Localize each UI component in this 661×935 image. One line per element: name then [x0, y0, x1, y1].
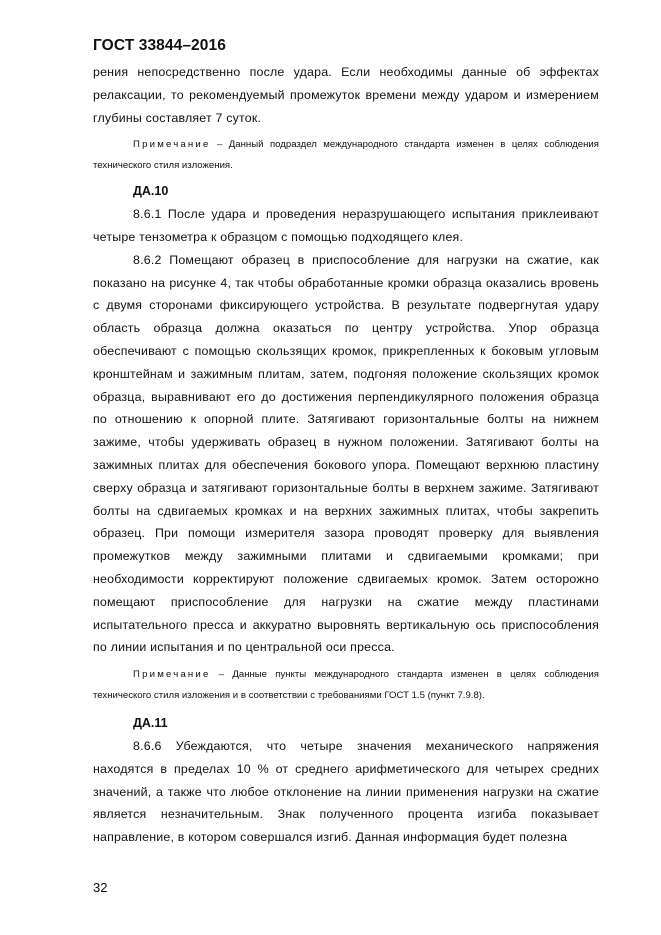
- heading-da11: ДА.11: [133, 716, 168, 731]
- note-2: [93, 664, 599, 706]
- paragraph-8-6-1: 8.6.1 После удара и проведения неразрушающего испытания приклеивают четыре тензометра к образцом с помощью подходящего клея.: [93, 207, 599, 244]
- heading-da10: ДА.10: [133, 184, 169, 199]
- standard-header: ГОСТ 33844–2016: [93, 37, 226, 54]
- paragraph-8-6-6: 8.6.6 Убеждаются, что четыре значения механического напряжения находятся в пределах 10 % от среднего арифметического для четырех средних значений, а также что любое отклонение на линии применения нагрузки на сжатие является незначительным. Знак полученного процента изгиба показывает направление, в котором совершался изгиб. Данная информация будет полезна: [93, 738, 599, 845]
- page-content: [93, 61, 599, 849]
- note-1-text: – Данный подраздел международного стандарта изменен в целях соблюдения технического стиля изложения.: [93, 139, 599, 172]
- page-number: 32: [93, 880, 108, 895]
- note-1-label: Примечание: [133, 139, 211, 151]
- note-2-text: – Данные пункты международного стандарта изменен в целях соблюдения технического стиля изложения и в соответствии с требованиями ГОСТ 1.5 (пункт 7.9.8).: [93, 669, 599, 702]
- intro-paragraph: рения непосредственно после удара. Если необходимы данные об эффектах релаксации, то рекомендуемый промежуток времени между ударом и измерением глубины составляет 7 суток.: [93, 65, 599, 125]
- paragraph-8-6-2: 8.6.2 Помещают образец в приспособление для нагрузки на сжатие, как показано на рисунке 4, так чтобы обработанные кромки образца оказались вровень с двумя сторонами фиксирующего устройства. В результате подвергнутая удару область образца должна оказаться по центру устройства. Упор образца обеспечивают с помощью скользящих кромок, прикрепленных к боковым угловым кронштейнам и зажимным плитам, затем, подгоняя положение скользящих кромок образца, выравнивают его до достижения перпендикулярного положения образца по отношению к опорной плите. Затягивают горизонтальные болты на нижнем зажиме, чтобы удерживать образец в нужном положении. Затягивают болты на зажимных плитах для обеспечения бокового упора. Помещают верхнюю пластину сверху образца и затягивают горизонтальные болты в верхнем зажиме. Затягивают болты на сдвигаемых кромках и на верхних зажимных плитах, чтобы закрепить образец. При помощи измерителя зазора проводят проверку для выявления промежутков между зажимными плитами и сдвигаемыми кромками; при необходимости корректируют положение сдвигаемых кромок. Затем осторожно помещают приспособление для нагрузки на сжатие между пластинами испытательного пресса и аккуратно выровнять вертикальную ось приспособления по линии испытания и по центральной оси пресса.: [93, 252, 599, 655]
- note-1: [93, 134, 599, 176]
- note-2-label: Примечание: [133, 669, 211, 681]
